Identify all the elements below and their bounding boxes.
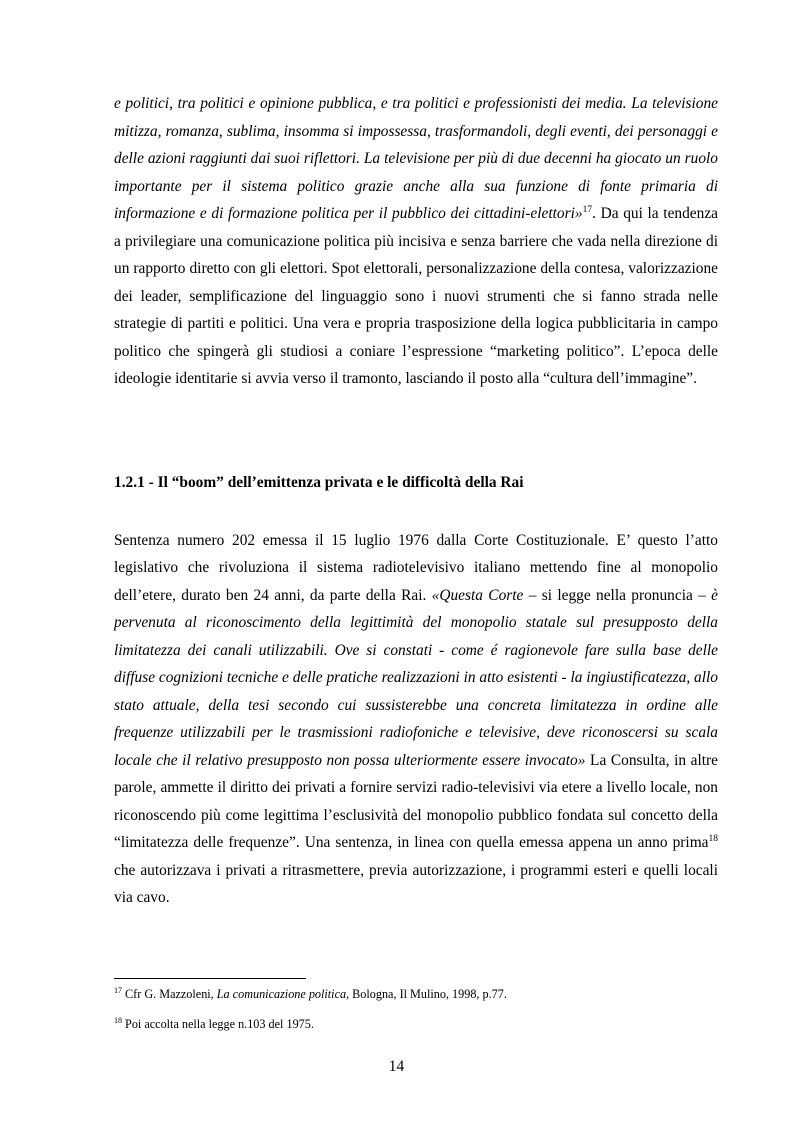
quote-open: «Questa Corte (431, 586, 524, 604)
quote-interjection: – si legge nella pronuncia – (523, 586, 712, 604)
paragraph-text: . Da qui la tendenza a privilegiare una comunicazione politica più incisiva e senza barriere che vada nella direzione di un rapporto diretto con gli elettori. Spot elettorali, personalizzazione della contesa, valorizzazione dei leader, semplificazione del linguaggio sono i nuovi strumenti che si fanno strada nelle strategie di partiti e politici. Una vera e propria trasposizione della logica pubblicitaria in campo politico che spingerà gli studiosi a coniare l’espressione “marketing politico”. L’epoca delle ideologie identitarie si avvia verso il tramonto, lasciando il posto alla “cultura dell’immagine”. (114, 205, 718, 387)
paragraph-continuation (114, 90, 718, 393)
quote-italic: e politici, tra politici e opinione pubblica, e tra politici e professionisti dei media. La televisione mitizza, romanza, sublima, insomma si impossessa, trasformandoli, degli eventi, dei personaggi e delle azioni raggiunti dai suoi riflettori. La televisione per più di due decenni ha giocato un ruolo importante per il sistema politico grazie anche alla sua funzione di fonte primaria di informazione e di formazione politica per il pubblico dei cittadini-elettori» (114, 95, 718, 222)
footnote-number: 18 (114, 1015, 122, 1025)
footnote-ref-17[interactable]: 17 (582, 204, 593, 215)
paragraph-text-mid: La Consulta, in altre parole, ammette il diritto dei privati a fornire servizi radio-televisivi via etere a livello locale, non riconoscendo più come legittima l’esclusività del monopolio pubblico fondata sul concetto della “limitatezza delle frequenze”. Una sentenza, in linea con quella emessa appena un anno prima (114, 751, 718, 851)
footnote-18 (114, 1016, 718, 1032)
footnote-text-suffix: , Bologna, Il Mulino, 1998, p.77. (346, 987, 507, 1001)
footnote-17 (114, 986, 718, 1002)
footnote-ref-18[interactable]: 18 (708, 833, 718, 844)
section-heading: 1.2.1 - Il “boom” dell’emittenza privata e le difficoltà della Rai (114, 473, 524, 491)
footnote-text: Poi accolta nella legge n.103 del 1975. (122, 1017, 314, 1031)
page-body (114, 90, 718, 912)
footnote-text: Cfr G. Mazzoleni, (122, 987, 217, 1001)
footnote-divider (114, 978, 306, 979)
footnote-book-title: La comunicazione politica (216, 987, 347, 1001)
quote-body: è pervenuta al riconoscimento della legittimità del monopolio statale sul presupposto della limitatezza dei canali utilizzabili. Ove si constati - come é ragionevole fare sulla base delle diffuse cognizioni tecniche e delle pratiche realizzazioni in atto esistenti - la ingiustificatezza, allo stato attuale, della tesi secondo cui sussisterebbe una concreta limitatezza in ordine alle frequenze utilizzabili per le trasmissioni radiofoniche e televisive, deve riconoscersi su scala locale che il relativo presupposto non possa ulteriormente essere invocato» (114, 586, 719, 769)
paragraph-text-start: Sentenza numero 202 emessa il 15 luglio 1976 dalla Corte Costituzionale. E’ questo l’atto legislativo che rivoluziona il sistema radiotelevisivo italiano mettendo fine al monopolio dell’etere, durato ben 24 anni, da parte della Rai. (114, 531, 718, 604)
page-number: 14 (388, 1058, 405, 1075)
footnote-number: 17 (114, 985, 122, 995)
paragraph-sentenza (114, 527, 718, 912)
paragraph-text-end: che autorizzava i privati a ritrasmettere, previa autorizzazione, i programmi esteri e quelli locali via cavo. (114, 861, 718, 906)
